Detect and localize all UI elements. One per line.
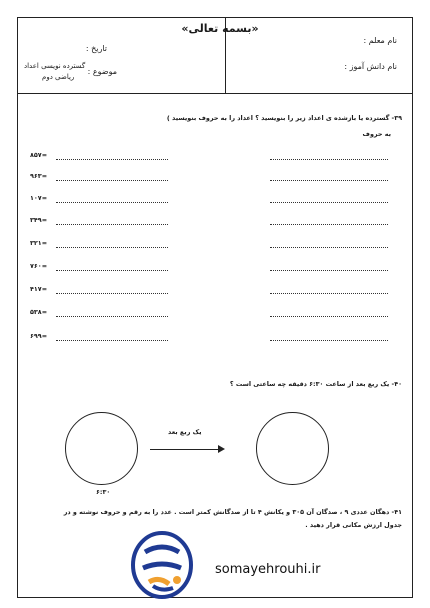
site-logo-icon	[129, 530, 195, 600]
q39-number: ۷۶۰=	[30, 262, 48, 270]
clock-circle-left	[65, 412, 138, 485]
answer-line-expanded[interactable]	[56, 159, 168, 160]
q39-letters-label: به حروف	[362, 130, 391, 138]
arrow-icon	[218, 445, 225, 453]
q40-text: ۴۰- یک ربع بعد از ساعت ۶:۳۰ دقیقه چه ساعتی است ؟	[229, 380, 402, 388]
answer-line-letters[interactable]	[270, 224, 388, 225]
answer-line-letters[interactable]	[270, 247, 388, 248]
q41-line1: ۴۱- دهگان عددی ۹ ، صدگان آن ۳۰۵ و یکانش ۴ تا از صدگانش کمتر است . عدد را به رقم و حروف نوشته و در	[63, 508, 402, 516]
q39-number: ۸۵۷=	[30, 151, 48, 159]
answer-line-expanded[interactable]	[56, 247, 168, 248]
q39-number: ۹۶۳=	[30, 172, 48, 180]
q41-line2: جدول ارزش مکانی قرار دهید .	[305, 521, 402, 529]
clock-time-label: ۶:۳۰	[96, 488, 111, 496]
answer-line-letters[interactable]	[270, 270, 388, 271]
answer-line-letters[interactable]	[270, 180, 388, 181]
date-label: تاریخ :	[85, 44, 107, 53]
answer-line-expanded[interactable]	[56, 224, 168, 225]
subject-value-2: ریاضی دوم	[42, 73, 75, 81]
website-url: somayehrouhi.ir	[215, 562, 321, 577]
answer-line-expanded[interactable]	[56, 180, 168, 181]
subject-label: موضوع :	[87, 67, 117, 76]
answer-line-expanded[interactable]	[56, 202, 168, 203]
q39-number: ۳۲۱=	[30, 239, 48, 247]
teacher-label: نام معلم :	[363, 36, 397, 45]
q39-number: ۵۳۸=	[30, 308, 48, 316]
subject-value-1: گسترده نویسی اعداد	[24, 62, 86, 70]
student-label: نام دانش آموز :	[344, 62, 397, 71]
clock-circle-right	[256, 412, 329, 485]
answer-line-expanded[interactable]	[56, 340, 168, 341]
arrow-line	[150, 449, 220, 450]
page-title: «بسمه تعالی»	[181, 22, 259, 35]
q39-number: ۶۹۹=	[30, 332, 48, 340]
answer-line-expanded[interactable]	[56, 316, 168, 317]
answer-line-letters[interactable]	[270, 293, 388, 294]
arrow-label: یک ربع بعد	[168, 428, 202, 436]
answer-line-expanded[interactable]	[56, 293, 168, 294]
answer-line-letters[interactable]	[270, 159, 388, 160]
answer-line-expanded[interactable]	[56, 270, 168, 271]
answer-line-letters[interactable]	[270, 202, 388, 203]
q39-number: ۱۰۷=	[30, 194, 48, 202]
q39-number: ۴۱۷=	[30, 285, 48, 293]
answer-line-letters[interactable]	[270, 316, 388, 317]
q39-text: ۳۹- گسترده یا بازشده ی اعداد زیر را بنویسید ؟ اعداد را به حروف بنویسید )	[166, 114, 402, 122]
answer-line-letters[interactable]	[270, 340, 388, 341]
q39-number: ۳۴۹=	[30, 216, 48, 224]
